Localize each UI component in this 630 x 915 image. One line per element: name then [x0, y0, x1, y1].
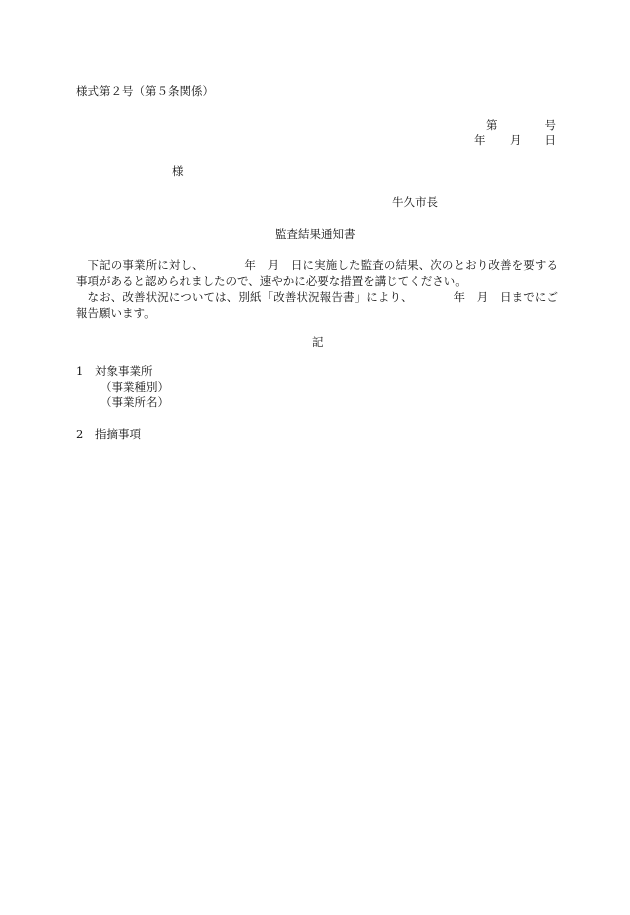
document-title: 監査結果通知書: [275, 227, 356, 241]
item-1-business-name: （事業所名）: [100, 395, 169, 409]
body-paragraph-2: なお、改善状況については、別紙「改善状況報告書」により、 年 月 日までにご報告願います。: [76, 290, 558, 320]
body-paragraph-1: 下記の事業所に対し、 年 月 日に実施した監査の結果、次のとおり改善を要する事項があると認められましたので、速やかに必要な措置を講じてください。: [76, 258, 558, 288]
sender-name: 牛久市長: [392, 195, 438, 209]
addressee-honorific: 様: [172, 164, 184, 178]
item-1-number: 1: [76, 364, 84, 378]
ref-dai-label: 第: [486, 118, 498, 132]
item-2-number: 2: [76, 427, 84, 441]
item-1-business-type: （事業種別）: [100, 380, 169, 394]
date-year-label: 年: [474, 133, 486, 147]
date-day-label: 日: [544, 133, 556, 147]
form-number: 様式第２号（第５条関係）: [76, 84, 214, 98]
date-month-label: 月: [510, 133, 522, 147]
body-text: [76, 257, 558, 321]
item-2-label: 指摘事項: [95, 427, 141, 441]
item-1-label: 対象事業所: [95, 364, 153, 378]
item-1: [76, 363, 153, 379]
ki-heading: 記: [312, 335, 324, 349]
ref-go-label: 号: [544, 118, 556, 132]
item-2: [76, 426, 141, 442]
